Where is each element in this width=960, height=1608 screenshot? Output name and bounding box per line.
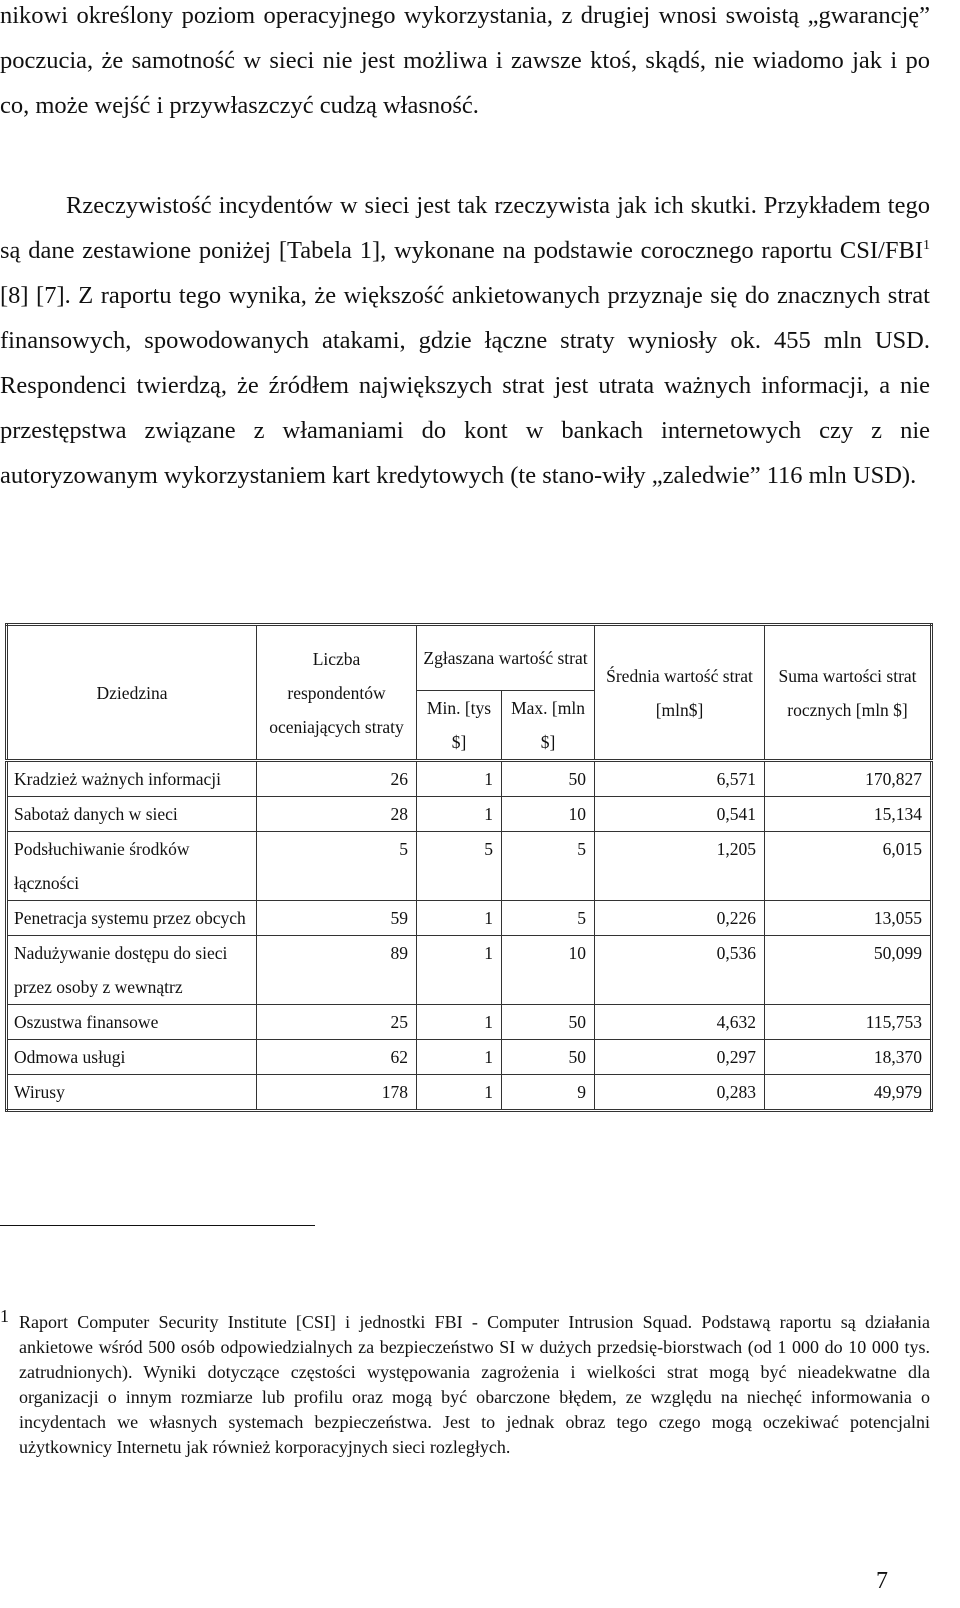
- cell-min: 1: [417, 1005, 502, 1040]
- table-row: [7, 936, 932, 1005]
- cell-domain: Wirusy: [7, 1075, 257, 1111]
- table-row: [7, 1075, 932, 1111]
- cell-max: 5: [502, 901, 595, 936]
- table-row: [7, 797, 932, 832]
- cell-sum: 115,753: [765, 1005, 932, 1040]
- cell-max: 50: [502, 1040, 595, 1075]
- cell-max: 10: [502, 936, 595, 1005]
- cell-average: 0,536: [595, 936, 765, 1005]
- cell-respondents: 26: [257, 761, 417, 797]
- cell-sum: 6,015: [765, 832, 932, 901]
- paragraph-incidents: [0, 183, 930, 498]
- cell-min: 1: [417, 1040, 502, 1075]
- cell-respondents: 89: [257, 936, 417, 1005]
- cell-min: 1: [417, 901, 502, 936]
- cell-average: 4,632: [595, 1005, 765, 1040]
- header-min: Min. [tys $]: [417, 691, 502, 761]
- paragraph-incidents-text-b: [8] [7]. Z raportu tego wynika, że większość ankietowanych przyznaje się do znacznych strat finansowych, spowodowanych atakami, gdzie łączne straty wyniosły ok. 455 mln USD. Respondenci twierdzą, że źródłem największych strat jest utrata ważnych informacji, a nie przestępstwa związane z włamaniami do kont w bankach internetowych czy z nie autoryzowanym wykorzystaniem kart kredytowych (te stano-wiły „zaledwie” 116 mln USD).: [0, 282, 930, 489]
- cell-sum: 49,979: [765, 1075, 932, 1111]
- cell-min: 1: [417, 797, 502, 832]
- cell-min: 1: [417, 1075, 502, 1111]
- cell-max: 5: [502, 832, 595, 901]
- cell-respondents: 28: [257, 797, 417, 832]
- cell-max: 50: [502, 1005, 595, 1040]
- cell-average: 0,226: [595, 901, 765, 936]
- table-row: [7, 1040, 932, 1075]
- footnote-separator: [0, 1225, 315, 1226]
- losses-table: [5, 623, 933, 1112]
- cell-domain: Sabotaż danych w sieci: [7, 797, 257, 832]
- header-average-value: Średnia wartość strat [mln$]: [595, 625, 765, 761]
- cell-max: 9: [502, 1075, 595, 1111]
- footnote-reference[interactable]: 1: [923, 238, 930, 253]
- cell-average: 0,297: [595, 1040, 765, 1075]
- cell-domain: Penetracja systemu przez obcych: [7, 901, 257, 936]
- cell-respondents: 5: [257, 832, 417, 901]
- header-sum-value: Suma wartości strat rocznych [mln $]: [765, 625, 932, 761]
- cell-domain: Nadużywanie dostępu do sieci przez osoby z wewnątrz: [7, 936, 257, 1005]
- cell-sum: 170,827: [765, 761, 932, 797]
- cell-respondents: 178: [257, 1075, 417, 1111]
- cell-sum: 50,099: [765, 936, 932, 1005]
- footnote-text: Raport Computer Security Institute [CSI] i jednostki FBI - Computer Intrusion Squad. Podstawą raportu są działania ankietowe wśród 500 osób odpowiedzialnych za bezpieczeństwo SI w dużych przedsię-biorstwach (od 1 000 do 10 000 tys. zatrudnionych). Wyniki dotyczące częstości występowania zagrożenia i wielkości strat mogą być nieadekwatne dla organizacji o innym rozmiarze lub profilu oraz mogą być obarczone błędem, ze względu na niechęć informowania o incydentach we własnych systemach bezpieczeństwa. Jest to jednak obraz tego czego mogą oczekiwać potencjalni użytkownicy Internetu jak również korporacyjnych sieci rozległych.: [19, 1312, 930, 1457]
- table-row: [7, 1005, 932, 1040]
- cell-sum: 13,055: [765, 901, 932, 936]
- footnote: [0, 1306, 930, 1460]
- cell-average: 1,205: [595, 832, 765, 901]
- cell-average: 0,541: [595, 797, 765, 832]
- header-respondents: Liczba respondentów oceniających straty: [257, 625, 417, 761]
- cell-domain: Podsłuchiwanie środków łączności: [7, 832, 257, 901]
- header-domain: Dziedzina: [7, 625, 257, 761]
- cell-min: 5: [417, 832, 502, 901]
- cell-respondents: 59: [257, 901, 417, 936]
- cell-min: 1: [417, 936, 502, 1005]
- cell-average: 0,283: [595, 1075, 765, 1111]
- footnote-mark: 1: [0, 1306, 9, 1326]
- cell-average: 6,571: [595, 761, 765, 797]
- cell-sum: 18,370: [765, 1040, 932, 1075]
- cell-respondents: 25: [257, 1005, 417, 1040]
- cell-domain: Odmowa usługi: [7, 1040, 257, 1075]
- paragraph-continuation: nikowi określony poziom operacyjnego wykorzystania, z drugiej wnosi swoistą „gwarancję” poczucia, że samotność w sieci nie jest możliwa i zawsze ktoś, skądś, nie wiadomo jak i po co, może wejść i przywłaszczyć cudzą własność.: [0, 2, 930, 119]
- page-number: 7: [876, 1568, 888, 1594]
- table-row: [7, 901, 932, 936]
- cell-max: 50: [502, 761, 595, 797]
- cell-min: 1: [417, 761, 502, 797]
- cell-max: 10: [502, 797, 595, 832]
- cell-sum: 15,134: [765, 797, 932, 832]
- header-max: Max. [mln $]: [502, 691, 595, 761]
- paragraph-incidents-text-a: Rzeczywistość incydentów w sieci jest tak rzeczywista jak ich skutki. Przykładem tego są dane zestawione poniżej [Tabela 1], wykonane na podstawie corocznego raportu CSI/FBI: [0, 192, 930, 264]
- table-row: [7, 832, 932, 901]
- cell-domain: Kradzież ważnych informacji: [7, 761, 257, 797]
- cell-respondents: 62: [257, 1040, 417, 1075]
- header-reported-value: Zgłaszana wartość strat: [417, 625, 595, 691]
- table-row: [7, 761, 932, 797]
- cell-domain: Oszustwa finansowe: [7, 1005, 257, 1040]
